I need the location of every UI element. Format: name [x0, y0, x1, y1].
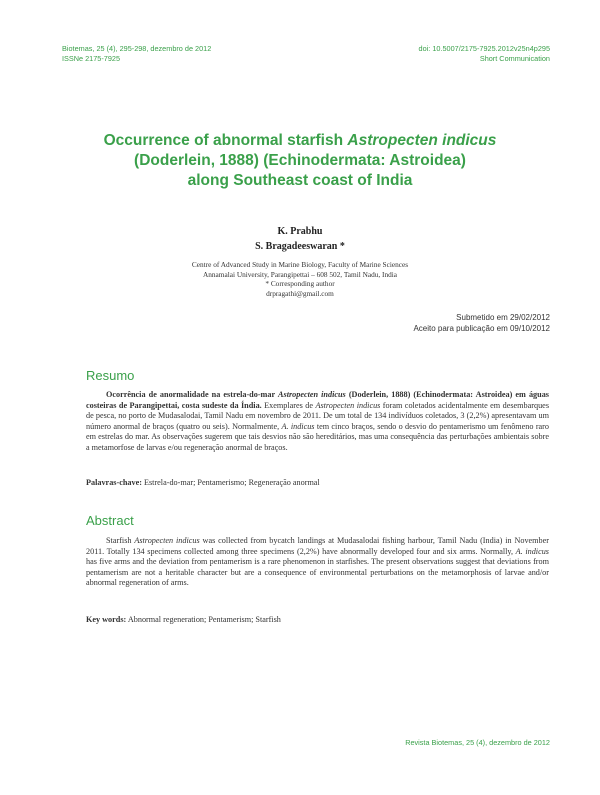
- resumo-body: [86, 390, 549, 454]
- resumo-keywords-text: Estrela-do-mar; Pentamerismo; Regeneração anormal: [141, 478, 320, 487]
- abstract-heading: Abstract: [86, 513, 134, 528]
- corresponding-author: * Corresponding author: [265, 279, 335, 288]
- journal-citation: Biotemas, 25 (4), 295-298, dezembro de 2012: [62, 44, 212, 53]
- abstract-species-2: A. indicus: [515, 546, 549, 556]
- abstract-keywords-text: Abnormal regeneration; Pentamerism; Starfish: [126, 615, 281, 624]
- affiliation: [0, 260, 600, 298]
- footer-citation: Revista Biotemas, 25 (4), dezembro de 2012: [405, 738, 550, 747]
- abstract-species-1: Astropecten indicus: [134, 536, 200, 545]
- resumo-text-3: tem cinco braços, sendo o desvio do pentamerismo um fenômeno raro em estrelas do mar. As observações sugerem que tais desvios não são hereditários, mas uma consequência das perturbações ambientais sobre a metamorfose de larvas e/ou regeneração anormal de braços.: [86, 421, 549, 452]
- title-text: Occurrence of abnormal starfish: [103, 132, 348, 149]
- abstract-body: [86, 536, 549, 589]
- abstract-keywords: [86, 615, 549, 626]
- submitted-date: Submetido em 29/02/2012: [456, 313, 550, 322]
- affiliation-line-2: Annamalai University, Parangipettai – 608 502, Tamil Nadu, India: [202, 269, 398, 279]
- resumo-bold-b: (Doderlein, 1888) (Echinodermata: Astroidea) em águas costeiras de Parangipettai, costa sudeste da Índia.: [86, 390, 549, 410]
- doi-header: [419, 44, 550, 64]
- submission-dates: [413, 312, 550, 334]
- resumo-species-1: Astropecten indicus: [315, 400, 381, 410]
- abstract-text-1: Starfish: [106, 536, 135, 545]
- abstract-keywords-label: Key words:: [86, 615, 127, 624]
- resumo-text-1: Exemplares de: [261, 400, 316, 410]
- resumo-keywords: [86, 478, 549, 489]
- author-email[interactable]: drpragathi@gmail.com: [266, 288, 334, 298]
- resumo-species-2: A. indicus: [281, 421, 315, 431]
- resumo-bold-species: Astropecten indicus: [278, 390, 346, 399]
- doi-link[interactable]: doi: 10.5007/2175-7925.2012v25n4p295: [418, 44, 550, 53]
- resumo-text-2: foram coletados acidentalmente em desembarques de pesca, no porto de Mudasalodai, Tamil Nadu em novembro de 2011. De um total de 134 indivíduos coletados, 3 (2,2%) apresentavam um número anormal de braços (quatro ou seis). Normalmente,: [86, 400, 550, 431]
- author-2: S. Bragadeeswaran *: [255, 241, 345, 252]
- accepted-date: Aceito para publicação em 09/10/2012: [413, 324, 550, 333]
- resumo-heading: Resumo: [86, 368, 135, 383]
- affiliation-line-1: Centre of Advanced Study in Marine Biology, Faculty of Marine Sciences: [191, 260, 409, 269]
- author-1: K. Prabhu: [277, 226, 323, 237]
- abstract-text-3: has five arms and the deviation from pentamerism is a rare phenomenon in starfishes. The present observations suggest that deviations from pentamerism are not a heritable character but are a consequence of environmental perturbations on the metamorphosis of larvae and/or abnormal regeneration of arms.: [86, 557, 549, 588]
- title-line-2: (Doderlein, 1888) (Echinodermata: Astroidea): [134, 152, 466, 169]
- authors: [0, 224, 600, 254]
- resumo-bold-a: Ocorrência de anormalidade na estrela-do-mar: [106, 390, 279, 399]
- article-type: Short Communication: [479, 54, 550, 63]
- title-line-3: along Southeast coast of India: [187, 172, 413, 189]
- title-species: Astropecten indicus: [347, 132, 497, 149]
- abstract-text-2: was collected from bycatch landings at Mudasalodai fishing harbour, Tamil Nadu (India) in November 2011. Totally 134 specimens collected among three specimens (2,2%) have abnormally developed four and six arms. Normally,: [86, 536, 549, 556]
- resumo-keywords-label: Palavras-chave:: [86, 478, 142, 487]
- article-title: [60, 131, 540, 191]
- issn: ISSNe 2175-7925: [62, 54, 121, 63]
- journal-header: [62, 44, 211, 64]
